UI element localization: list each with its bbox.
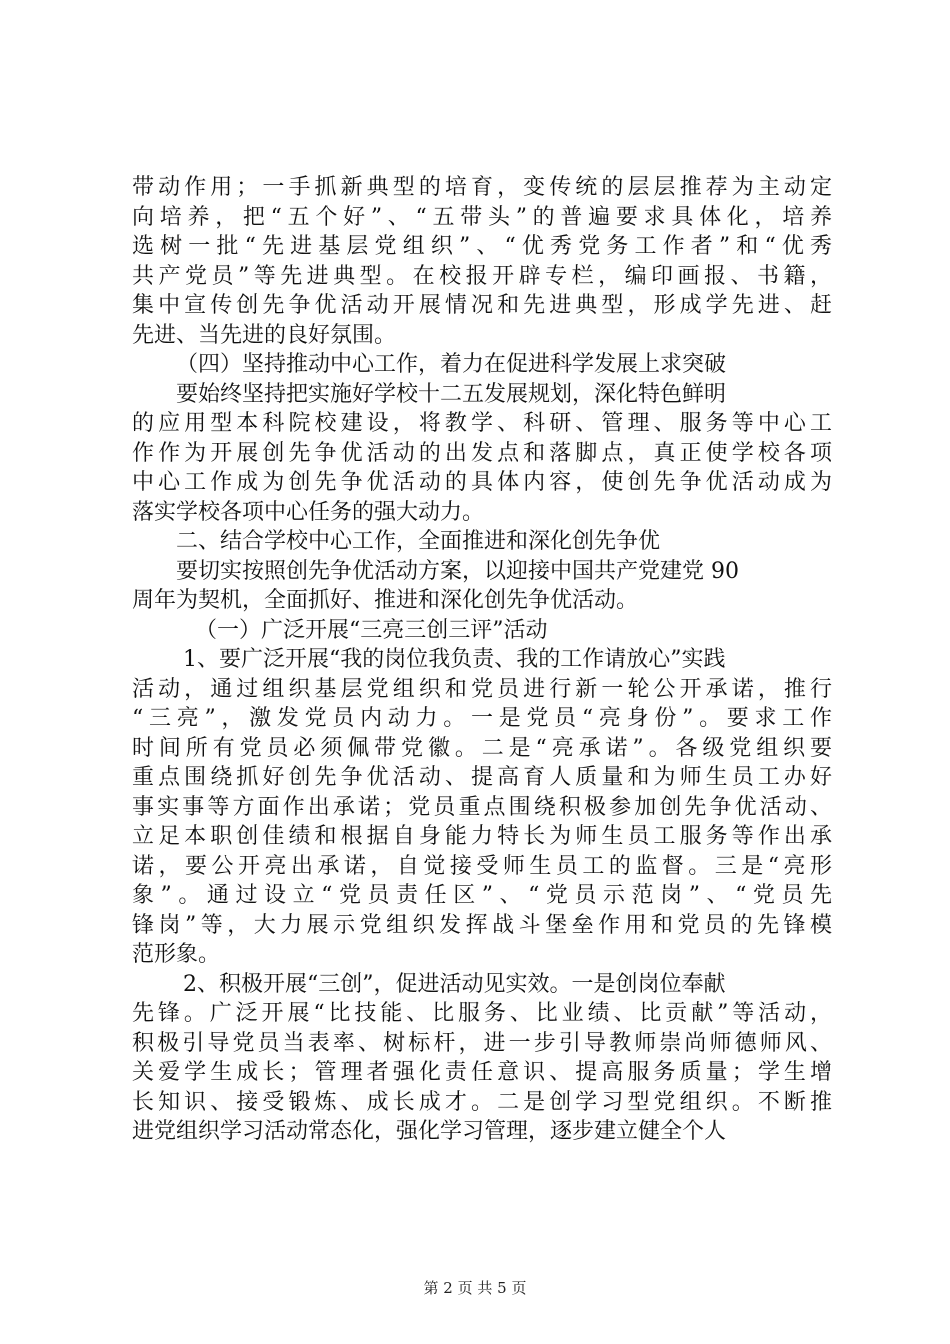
body-text-line: 的应用型本科院校建设，将教学、科研、管理、服务等中心工 xyxy=(132,411,832,436)
body-text-line: 选树一批“先进基层党组织”、“优秀党务工作者”和“优秀 xyxy=(132,234,832,259)
body-text-line: 锋岗”等，大力展示党组织发挥战斗堡垒作用和党员的先锋模 xyxy=(132,912,832,938)
body-text-line: 进党组织学习活动常态化，强化学习管理，逐步建立健全个人 xyxy=(132,1119,727,1144)
body-text-line: 象”。通过设立“党员责任区”、“党员示范岗”、“党员先 xyxy=(132,883,832,908)
body-text-line: 落实学校各项中心任务的强大动力。 xyxy=(132,499,485,525)
section-heading: （一）广泛开展“三亮三创三评”活动 xyxy=(195,617,548,643)
body-text-line: 立足本职创佳绩和根据自身能力特长为师生员工服务等作出承 xyxy=(132,824,832,849)
body-text-line: 中心工作成为创先争优活动的具体内容，使创先争优活动成为 xyxy=(132,470,832,495)
body-text-line: 先锋。广泛开展“比技能、比服务、比业绩、比贡献”等活动， xyxy=(132,1001,832,1026)
body-text-line: 事实事等方面作出承诺；党员重点围绕积极参加创先争优活动、 xyxy=(132,794,832,820)
body-text-line: 作作为开展创先争优活动的出发点和落脚点，真正使学校各项 xyxy=(132,440,832,466)
body-text-line: 共产党员”等先进典型。在校报开辟专栏，编印画报、书籍， xyxy=(132,263,832,289)
body-text-line: 重点围绕抓好创先争优活动、提高育人质量和为师生员工办好 xyxy=(132,765,832,790)
paragraph-first-line: 要切实按照创先争优活动方案，以迎接中国共产党建党 90 xyxy=(176,558,739,584)
body-text-line: “三亮”，激发党员内动力。一是党员“亮身份”。要求工作 xyxy=(132,706,832,731)
paragraph-first-line: 要始终坚持把实施好学校十二五发展规划，深化特色鲜明 xyxy=(176,381,727,407)
body-text-line: 积极引导党员当表率、树标杆，进一步引导教师崇尚师德师风、 xyxy=(132,1030,832,1056)
body-text-line: 活动，通过组织基层党组织和党员进行新一轮公开承诺，推行 xyxy=(132,676,832,702)
body-text-line: 周年为契机，全面抓好、推进和深化创先争优活动。 xyxy=(132,588,639,613)
body-text-line: 关爱学生成长；管理者强化责任意识、提高服务质量；学生增 xyxy=(132,1060,832,1085)
paragraph-first-line: 2、积极开展“三创”，促进活动见实效。一是创岗位奉献 xyxy=(183,971,726,997)
section-heading: 二、结合学校中心工作，全面推进和深化创先争优 xyxy=(176,529,661,554)
body-text-line: 长知识、接受锻炼、成长成才。二是创学习型党组织。不断推 xyxy=(132,1089,832,1115)
body-text-line: 集中宣传创先争优活动开展情况和先进典型，形成学先进、赶 xyxy=(132,293,832,318)
body-text-line: 向培养，把“五个好”、“五带头”的普遍要求具体化，培养 xyxy=(132,204,832,230)
paragraph-first-line: 1、要广泛开展“我的岗位我负责、我的工作请放心”实践 xyxy=(183,647,726,672)
page-number-footer: 第 2 页 共 5 页 xyxy=(423,1279,527,1297)
body-text-line: 带动作用；一手抓新典型的培育，变传统的层层推荐为主动定 xyxy=(132,175,832,200)
section-heading: （四）坚持推动中心工作，着力在促进科学发展上求突破 xyxy=(176,352,727,377)
body-text-line: 范形象。 xyxy=(132,942,221,967)
body-text-line: 诺，要公开亮出承诺，自觉接受师生员工的监督。三是“亮形 xyxy=(132,853,832,879)
body-text-line: 先进、当先进的良好氛围。 xyxy=(132,322,397,348)
body-text-line: 时间所有党员必须佩带党徽。二是“亮承诺”。各级党组织要 xyxy=(132,735,832,761)
